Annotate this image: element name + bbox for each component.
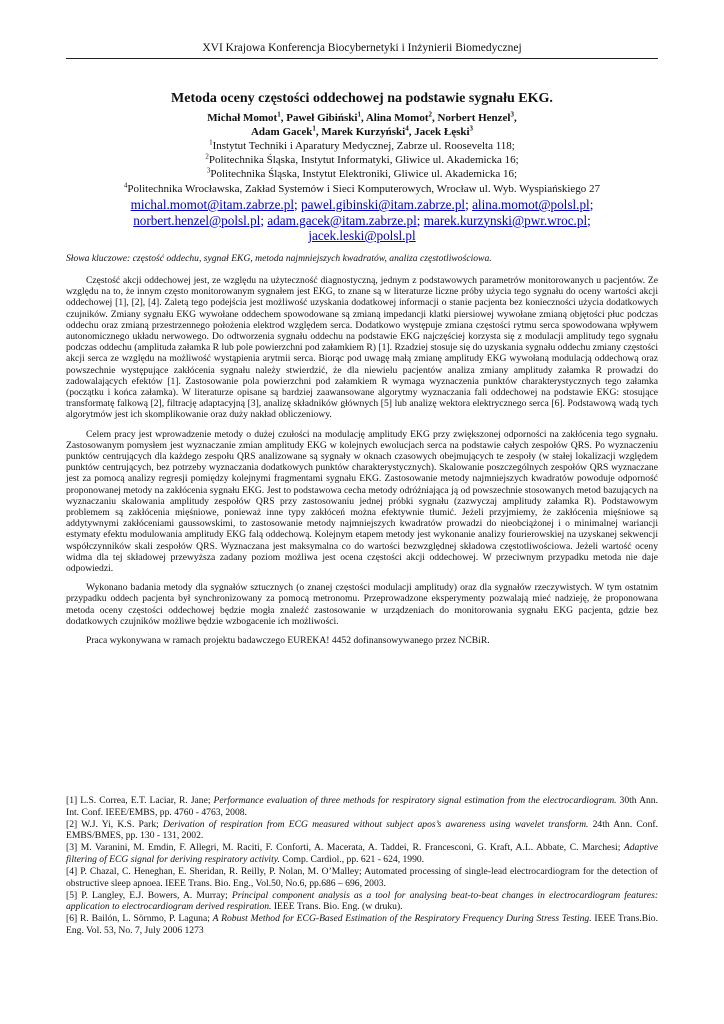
author-name: Norbert Henzel [437,112,511,124]
affiliation-text: Politechnika Śląska, Instytut Informatyki, Gliwice ul. Akademicka 16; [208,154,519,167]
author-name: Jacek Łęski [414,125,470,138]
author-affiliation-mark: 3 [510,110,514,119]
author-name: Michał Momot [207,112,278,124]
affiliation-mark: 2 [205,152,209,161]
author-name: Adam Gacek [250,125,313,138]
email-separator: ; [587,212,591,228]
affiliation-list [66,139,658,196]
reference-source: IEEE Trans.Bio. Eng. Vol. 53, No. 7, July 2006 1273 [66,913,658,937]
reference-item [66,866,658,889]
author-affiliation-mark: 4 [405,123,409,132]
reference-item [66,842,658,865]
email-link[interactable]: jacek.leski@polsl.pl [308,228,416,243]
reference-title: A Robust Method for ECG-Based Estimation of the Respiratory Frequency During Stress Testing. [212,913,592,925]
email-list [66,197,658,244]
affiliation-line [66,153,658,167]
email-link[interactable]: alina.momot@polsl.pl [472,197,590,212]
author-name: Alina Momot [365,112,429,124]
email-link[interactable]: michal.momot@itam.zabrze.pl [130,197,294,212]
reference-authors: [6] R. Bailón, L. Sörnmo, P. Laguna; [66,913,213,925]
author-separator: , [280,112,287,124]
email-separator: ; [260,212,268,228]
paper-title: Metoda oceny częstości oddechowej na podstawie sygnału EKG. [171,91,553,106]
body-paragraph: Częstość akcji oddechowej jest, ze względu na użyteczność diagnostyczną, jednym z podstawowych parametrów monitorowanych u pacjentów. Ze względu na to, że innym często monitorowanym sygnałem jest EKG, to znane są w literaturze liczne próby użycia tego sygnału do oceny wartości akcji oddechowej [1], [2], [4]. Zaletą tego podejścia jest możliwość uzyskania dodatkowej informacji o stanie pacjenta bez konieczności użycia dodatkowych czujników. Zmiany sygnału EKG wywołane oddechem spowodowane są zmianą impedancji klatki piersiowej wywołane zmianą objętości płuc podczas oddechu oraz zmianą przestrzennego położenia elektrod względem serca. Dodatkowo występuje zmiana częstości rytmu serca spowodowana wpływem autonomicznego układu nerwowego. Do odtworzenia sygnału oddechu na podstawie EKG najczęściej korzysta się z modulacji amplitudy tego sygnału podczas oddechu (amplituda załamka R lub pole powierzchni pod załamkiem R) [1]. Rzadziej stosuje się do uzyskania sygnału oddechu zmiany częstości akcji serca ze względu na możliwość wystąpienia arytmii serca. Biorąc pod uwagę małą zmianę amplitudy EKG wywołaną modulacją oddechową oraz powszechnie występujące zakłócenia sygnału należy stwierdzić, że dla niewielu pacjentów analiza zmiany amplitudy załamka R prowadzi do zadowalających efektów [1]. Zastosowanie pola powierzchni pod załamkiem R wymaga wyznaczenia punktów charakterystycznych tego załamka (początku i końca załamka). W literaturze opisane są bardziej zaawansowane algorytmy wyznaczania fali oddechowej na podstawie EKG: stosujące transformatę falkową [2], filtrację adaptacyjną [3], analizę składników głównych [5] lub analizę wektora elektrycznego serca [6]. Podstawową wadą tych algorytmów jest ich skomplikowanie oraz duży nakład obliczeniowy. [66,275,658,421]
reference-title: Adaptive filtering of ECG signal for deriving respiratory activity. [66,842,658,865]
reference-list [66,795,658,937]
reference-authors: [2] W.J. Yi, K.S. Park; [66,818,163,830]
body-paragraph: Wykonano badania metody dla sygnałów sztucznych (o znanej częstości modulacji amplitudy) oraz dla sygnałów rzeczywistych. W tym ostatnim przypadku oddech pacjenta był synchronizowany za pomocą metronomu. Przeprowadzone eksperymenty pozwalają mieć nadzieję, że proponowana metoda oceny częstości oddechowej będzie mogła znaleźć zastosowanie w urządzeniach do monitorowania sygnału EKG pacjenta, gdzie bez dodatkowych czujników możliwe będzie wzbogacenie ich możliwości. [66,582,658,627]
keywords: Słowa kluczowe: częstość oddechu, sygnał EKG, metoda najmniejszych kwadratów, analiza częstotliwościowa. [66,253,492,264]
email-separator: ; [294,197,301,212]
email-link[interactable]: pawel.gibinski@itam.zabrze.pl [300,197,466,212]
reference-title: Performance evaluation of three methods for respiratory signal estimation from the electrocardiogram. [213,795,617,806]
affiliation-text: Politechnika Śląska, Instytut Elektroniki, Gliwice ul. Akademicka 16; [210,168,518,181]
abstract-body [66,275,658,654]
reference-authors: [3] M. Varanini, M. Emdin, F. Allegri, M. Raciti, F. Conforti, A. Macerata, A. Taddei, R. Francesconi, G. Kraft, A.L. Abbate, C. Marchesi; [66,842,624,854]
author-separator: , [408,125,415,138]
author-name: Paweł Gibiński [286,112,358,124]
running-header: XVI Krajowa Konferencja Biocybernetyki i Inżynierii Biomedycznej [202,42,522,54]
affiliation-line [66,167,658,181]
reference-source: IEEE Trans. Bio. Eng. (w druku). [271,901,403,913]
affiliation-mark: 3 [206,166,211,175]
author-separator: , [360,112,366,124]
author-affiliation-mark: 1 [357,110,361,119]
email-separator: ; [589,197,594,212]
author-separator: , [431,112,438,124]
reference-source: 24th Ann. Conf. EMBS/BMES, pp. 130 - 131, 2002. [66,818,658,842]
author-affiliation-mark: 3 [469,123,474,132]
affiliation-line [66,139,658,153]
author-separator: , [513,112,517,124]
affiliation-line [66,182,658,196]
reference-item [66,890,658,913]
author-affiliation-mark: 1 [277,110,281,119]
reference-source: Comp. Cardiol., pp. 621 - 624, 1990. [279,853,425,865]
reference-item [66,913,658,936]
email-separator: ; [416,212,424,228]
affiliation-mark: 1 [209,138,213,147]
reference-title: Principal component analysis as a tool for analysing beat-to-beat changes in electrocardiogram features: application to electrocardiogram derived respiration. [66,889,659,913]
reference-authors: [5] P. Langley, E.J. Bowers, A. Murray; [66,889,232,901]
email-link[interactable]: marek.kurzynski@pwr.wroc.pl [423,212,588,228]
header-divider [66,58,658,59]
reference-item [66,819,658,842]
affiliation-mark: 4 [123,180,128,189]
author-affiliation-mark: 2 [428,110,432,119]
author-affiliation-mark: 1 [312,123,316,132]
reference-source: 30th Ann. Int. Conf. IEEE/EMBS, pp. 4760 - 4763, 2008. [66,795,658,818]
email-link[interactable]: adam.gacek@itam.zabrze.pl [267,212,417,228]
affiliation-text: Politechnika Wrocławska, Zakład Systemów i Sieci Komputerowych, Wrocław ul. Wyb. Wyspiańskiego 27 [127,182,601,195]
reference-authors: [4] P. Chazal, C. Heneghan, E. Sheridan, R. Reilly, P. Nolan, M. O’Malley; Automated processing of single-lead electrocardiogram for the detection of obstructive sleep apnoea. IEEE Trans. Bio. Eng., Vol.50, No.6, pp.686 – 696, 2003. [66,866,658,889]
author-separator: , [315,125,322,138]
reference-title: Derivation of respiration from ECG measured without subject apos’s awareness using wavelet transform. [162,818,589,830]
author-name: Marek Kurzyński [321,125,406,138]
reference-authors: [1] L.S. Correa, E.T. Laciar, R. Jane; [66,795,214,806]
affiliation-text: Instytut Techniki i Aparatury Medycznej, Zabrze ul. Roosevelta 118; [212,140,515,152]
author-list [66,112,658,139]
email-link[interactable]: norbert.henzel@polsl.pl [133,212,261,228]
reference-item [66,795,658,818]
body-paragraph: Celem pracy jest wprowadzenie metody o dużej czułości na modulację amplitudy EKG przy zwiększonej odporności na zakłócenia tego sygnału. Zastosowanym pomysłem jest wyznaczanie zmian amplitudy EKG w kolejnych ewolucjach serca na podstawie całych zespołów QRS. Po wyznaczeniu punktów centrujących dla każdego zespołu QRS analizowane są sygnały w oknach czasowych obejmujących te zespoły (w stałej lokalizacji względem punktów centrujących, bez potrzeby wyznaczania dodatkowych punktów charakterystycznych). Skalowanie poszczególnych zespołów QRS wyznaczane jest za pomocą analizy regresji pomiędzy kolejnymi fragmentami sygnału EKG. Zastosowanie metody najmniejszych kwadratów powoduje odporność proponowanej metody na zakłócenia sygnału EKG. Jest to podstawowa cecha metody odróżniająca ją od powszechnie stosowanych metod bazujących na wyznaczaniu skalowania amplitudy zespołów QRS przy zastosowaniu jednej próbki sygnału (zazwyczaj amplitudy załamka R). Podstawowym problemem są zakłócenia mięśniowe, ponieważ inne typy zakłóceń można efektywnie tłumić. Jeżeli przyjmiemy, że zakłócenia mięśniowe są addytywnymi zakłóceniami gaussowskimi, to zastosowanie metody najmniejszych kwadratów prowadzi do nieobciążonej i o minimalnej wariancji estymaty efektu modulowania amplitudy EKG falą oddechową. Kolejnym etapem metody jest wykonanie analizy fourierowskiej na uzyskanej sekwencji współczynników skali zespołów QRS. Wyznaczana jest maksymalna co do wartości bezwzględnej składowa częstotliwościowa. Jeżeli wartość oceny widma dla tej składowej przewyższa zadany poziom możliwa jest ocena częstości akcji oddechowej. W przeciwnym przypadku metoda nie daje odpowiedzi. [66,428,658,575]
email-separator: ; [465,197,473,212]
acknowledgement: Praca wykonywana w ramach projektu badawczego EUREKA! 4452 dofinansowywanego przez NCBiR. [86,635,490,647]
